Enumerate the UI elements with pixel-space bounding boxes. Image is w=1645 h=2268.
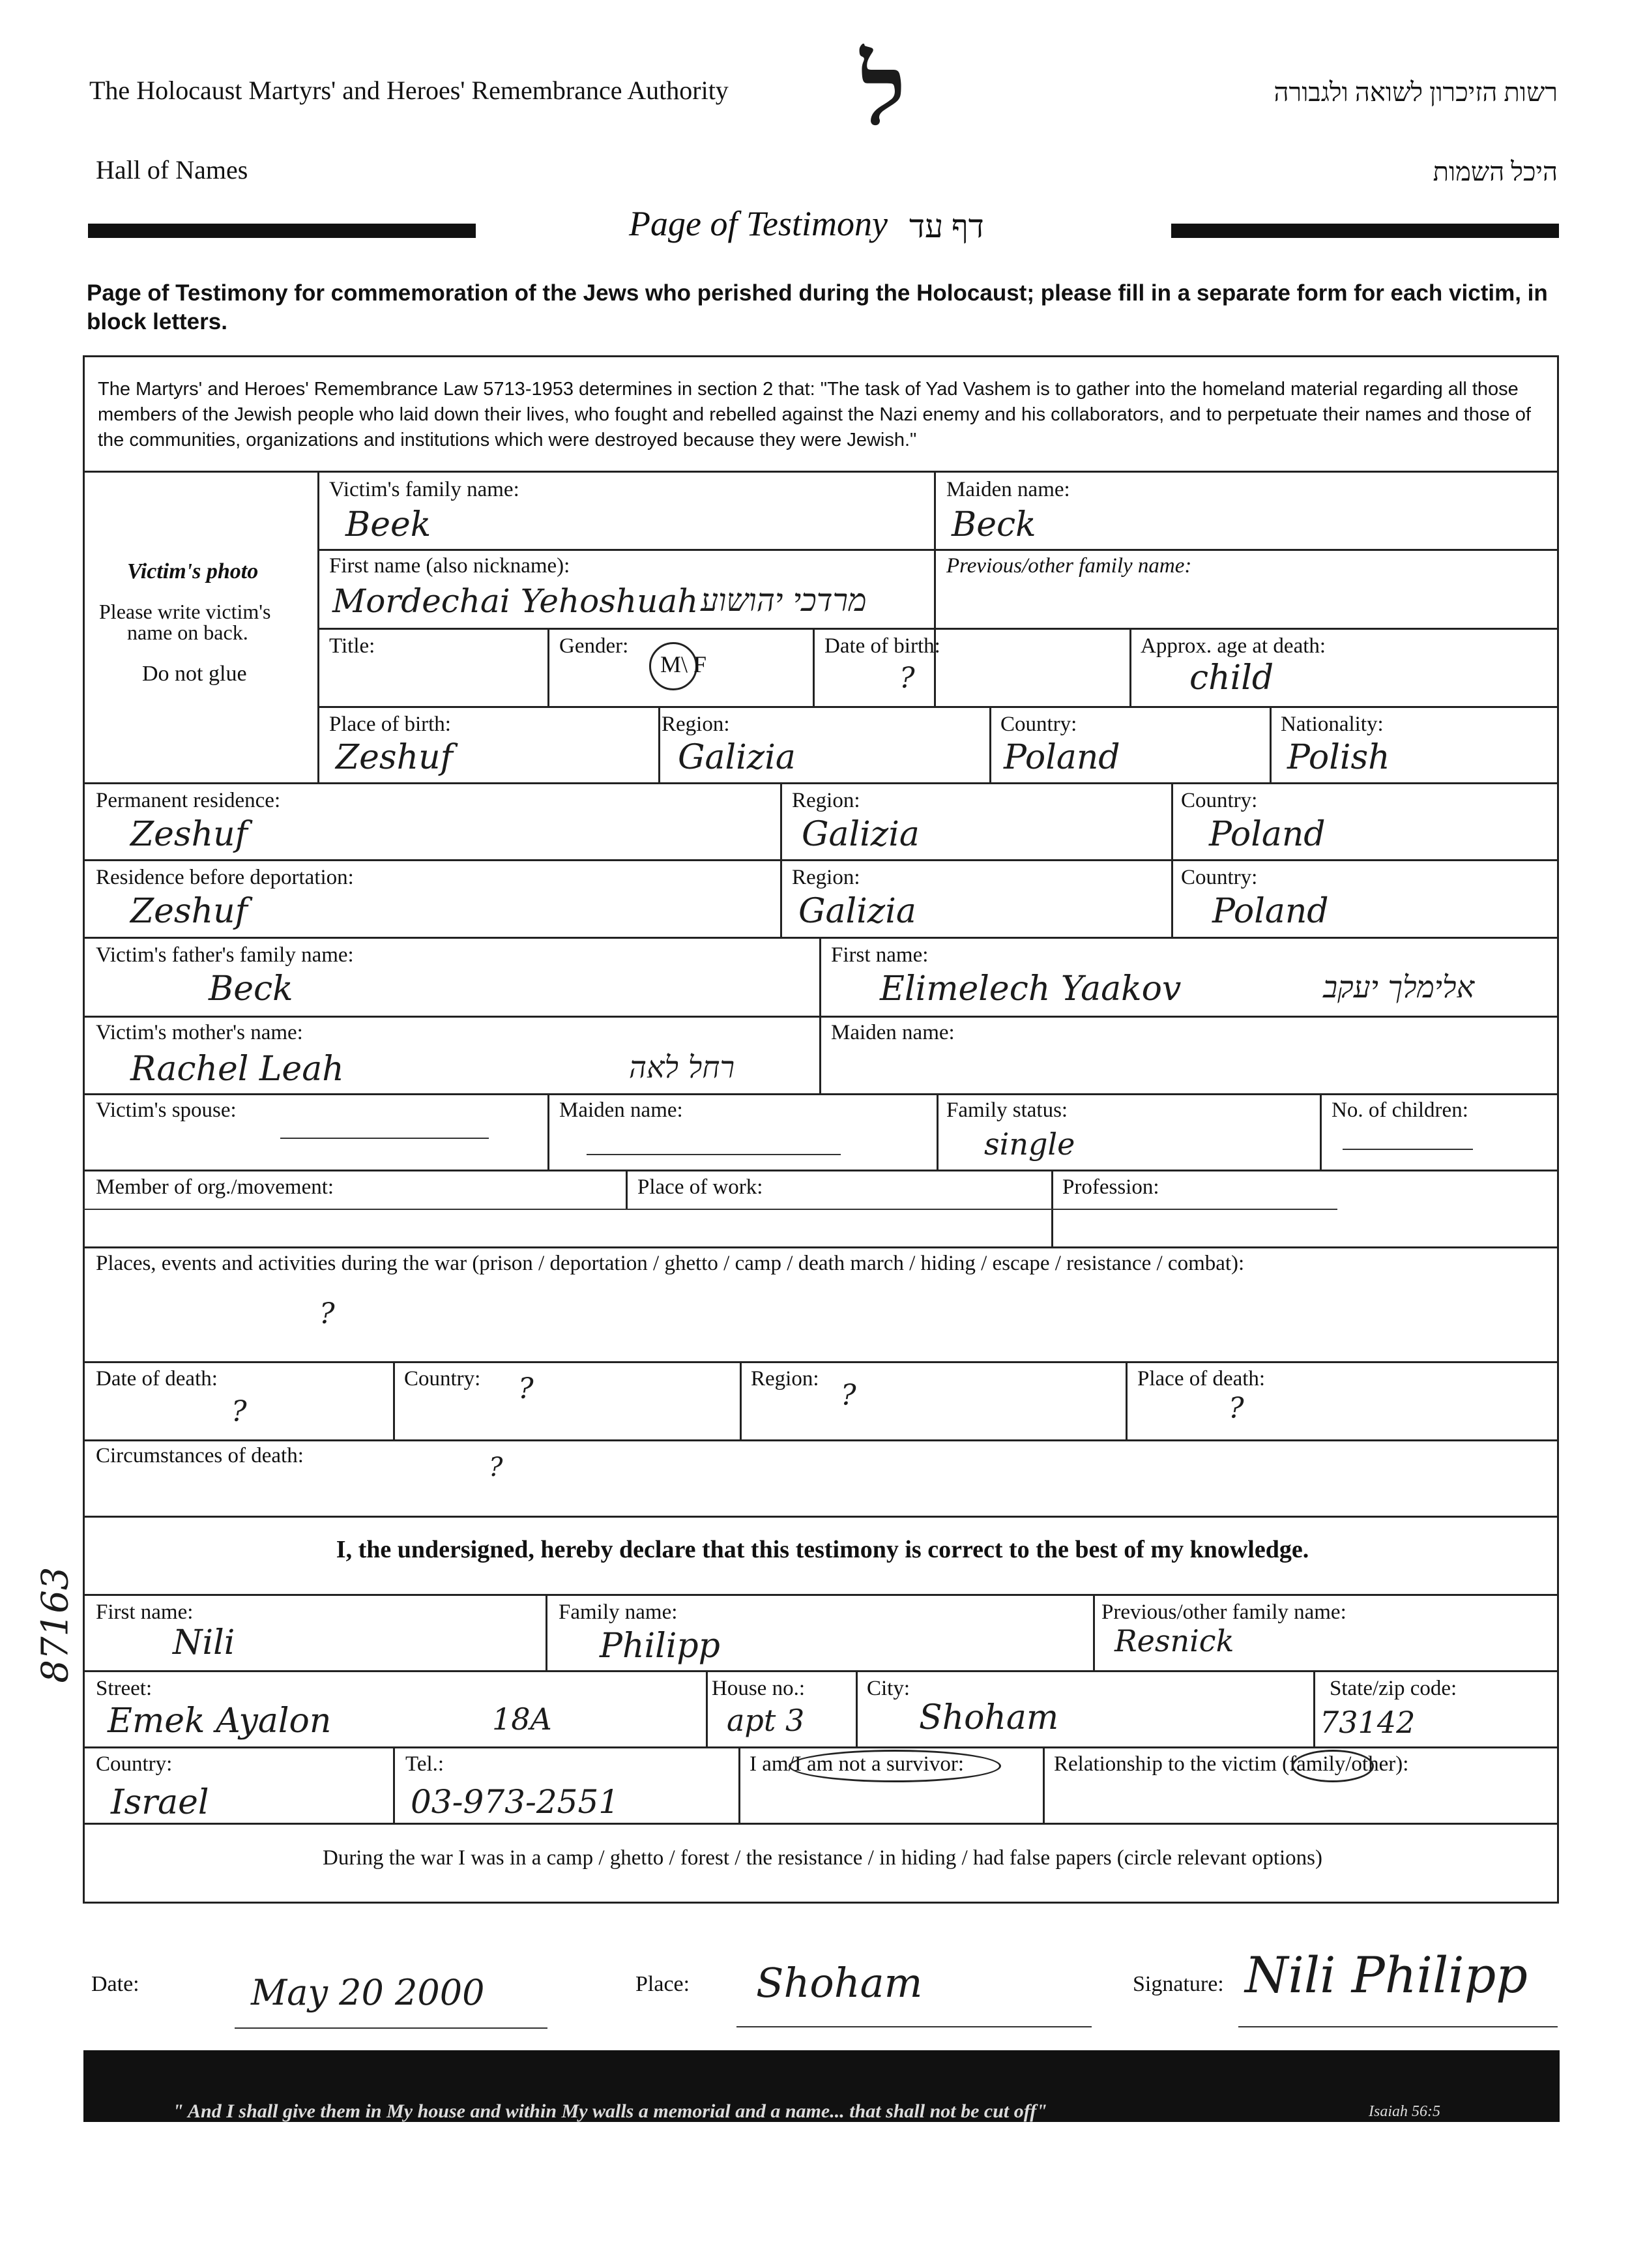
label-date-death: Date of death: [96, 1367, 218, 1391]
value-places-events[interactable]: ? [319, 1297, 335, 1331]
value-pob[interactable]: Zeshuf [336, 738, 453, 777]
label-pob: Place of birth: [329, 713, 451, 736]
label-mother-name: Victim's mother's name: [96, 1021, 303, 1044]
label-sub-prev: Previous/other family name: [1101, 1600, 1347, 1624]
label-country-death: Country: [404, 1367, 481, 1391]
divider [626, 1170, 628, 1209]
label-date: Date: [91, 1972, 139, 1996]
divider [317, 471, 319, 782]
value-mother-name-he[interactable]: רחל לאה [629, 1050, 735, 1085]
survivor-circle[interactable] [789, 1750, 1001, 1782]
photo-title: Victim's photo [127, 559, 259, 583]
label-relationship: Relationship to the victim (family/other): [1054, 1752, 1409, 1776]
divider [819, 937, 821, 1093]
value-family-status[interactable]: single [984, 1127, 1075, 1162]
org-underline [83, 1209, 1337, 1210]
divider [1129, 628, 1131, 706]
value-perm-country[interactable]: Poland [1209, 815, 1326, 854]
hall-of-names-he: היכל השמות [1433, 157, 1558, 186]
value-tel[interactable]: 03-973-2551 [411, 1783, 620, 1821]
label-mother-maiden: Maiden name: [831, 1021, 955, 1044]
value-street[interactable]: Emek Ayalon [108, 1701, 332, 1741]
header-bar-right [1171, 224, 1559, 238]
divider [706, 1670, 708, 1746]
value-mother-name[interactable]: Rachel Leah [130, 1050, 344, 1089]
divider [83, 1594, 1559, 1596]
during-war-options: During the war I was in a camp / ghetto / forest / the resistance / in hiding / had false papers (circle relevant options) [322, 1846, 1322, 1870]
label-sub-family: Family name: [559, 1600, 678, 1624]
divider [740, 1361, 742, 1439]
divider [83, 1246, 1559, 1248]
label-circumstances: Circumstances of death: [96, 1444, 304, 1467]
label-sub-first: First name: [96, 1600, 194, 1624]
divider [83, 1746, 1559, 1748]
value-sub-first[interactable]: Nili [173, 1623, 235, 1662]
divider [393, 1746, 395, 1823]
value-age[interactable]: child [1189, 658, 1274, 698]
divider [83, 1093, 1559, 1095]
value-date-death[interactable]: ? [231, 1395, 247, 1428]
label-age: Approx. age at death: [1141, 634, 1326, 658]
divider [856, 1670, 858, 1746]
label-prev-family: Previous/other family name: [946, 554, 1192, 578]
handwritten-mark: ל [860, 33, 907, 147]
photo-instr-1: Please write victim's [99, 600, 271, 623]
children-blank-line [1343, 1149, 1473, 1150]
value-perm-region[interactable]: Galizia [802, 815, 920, 854]
label-pob-region: Region: [662, 713, 730, 736]
authority-name-en: The Holocaust Martyrs' and Heroes' Remembrance Authority [89, 76, 729, 105]
value-circumstances[interactable]: ? [489, 1452, 503, 1482]
label-survivor: I am/I am not a survivor: [750, 1752, 965, 1776]
divider [989, 706, 991, 782]
divider [83, 1361, 1559, 1363]
label-perm-country: Country: [1181, 789, 1258, 812]
divider [1270, 706, 1272, 782]
value-dob[interactable]: ? [899, 662, 915, 695]
value-perm-res[interactable]: Zeshuf [130, 815, 248, 854]
side-number: 87163 [34, 1567, 77, 1683]
label-title: Title: [329, 634, 375, 658]
label-family-name: Victim's family name: [329, 478, 519, 501]
value-father-family[interactable]: Beck [209, 969, 293, 1009]
divider [83, 1670, 1559, 1672]
value-street-no[interactable]: 18A [492, 1701, 552, 1737]
photo-instr-3: Do not glue [142, 662, 247, 686]
value-family-name[interactable]: Beek [345, 505, 431, 544]
value-sub-prev[interactable]: Resnick [1114, 1623, 1234, 1658]
divider [317, 549, 1559, 551]
label-perm-region: Region: [792, 789, 860, 812]
photo-instr-2: name on back. [127, 621, 248, 644]
divider [317, 628, 1559, 630]
hall-of-names-en: Hall of Names [96, 155, 248, 184]
value-pob-country[interactable]: Poland [1004, 738, 1120, 777]
divider [1043, 1746, 1045, 1823]
divider [937, 1093, 939, 1170]
label-house-no: House no.: [712, 1677, 805, 1700]
label-pob-country: Country: [1000, 713, 1077, 736]
divider [934, 471, 936, 707]
page-title-he: דף עד [909, 208, 984, 244]
page-title: Page of Testimony [629, 204, 888, 243]
value-maiden-name[interactable]: Beck [952, 505, 1036, 544]
divider [547, 628, 549, 706]
value-signature[interactable]: Nili Philipp [1245, 1946, 1528, 2004]
value-place[interactable]: Shoham [756, 1959, 923, 2007]
label-region-death: Region: [751, 1367, 819, 1391]
divider [83, 782, 1559, 784]
value-country[interactable]: Israel [111, 1783, 209, 1822]
divider [547, 1093, 549, 1170]
value-region-death[interactable]: ? [841, 1379, 856, 1412]
label-state-zip: State/zip code: [1330, 1677, 1457, 1700]
label-spouse: Victim's spouse: [96, 1098, 237, 1122]
label-res-country: Country: [1181, 866, 1258, 889]
value-house-no[interactable]: apt 3 [727, 1703, 805, 1738]
label-children: No. of children: [1332, 1098, 1468, 1122]
divider [83, 1823, 1559, 1825]
value-date[interactable]: May 20 2000 [251, 1972, 485, 2013]
label-tel: Tel.: [405, 1752, 444, 1776]
divider [83, 471, 1559, 473]
label-nationality: Nationality: [1281, 713, 1384, 736]
label-family-status: Family status: [946, 1098, 1068, 1122]
label-father-first: First name: [831, 943, 929, 967]
label-places-events: Places, events and activities during the war (prison / deportation / ghetto / camp / death march / hiding / escape / resistance / combat): [96, 1252, 1245, 1275]
value-city[interactable]: Shoham [919, 1698, 1059, 1737]
value-pob-region[interactable]: Galizia [678, 738, 796, 777]
label-first-name: First name (also nickname): [329, 554, 570, 578]
footer-ref: Isaiah 56:5 [1369, 2103, 1440, 2120]
divider [393, 1361, 395, 1439]
label-place-death: Place of death: [1137, 1367, 1266, 1391]
header-bar-left [88, 224, 476, 238]
value-res-country[interactable]: Poland [1212, 892, 1329, 931]
label-place: Place: [635, 1972, 690, 1996]
value-place-death[interactable]: ? [1229, 1392, 1244, 1425]
intro-text: Page of Testimony for commemoration of the Jews who perished during the Holocaust; please fill in a separate form for each victim, in block letters. [87, 280, 1548, 334]
label-father-family: Victim's father's family name: [96, 943, 354, 967]
label-street: Street: [96, 1677, 153, 1700]
label-profession: Profession: [1062, 1175, 1159, 1199]
divider [1313, 1670, 1315, 1746]
divider [546, 1594, 547, 1670]
spouse-maiden-blank-line [587, 1154, 841, 1155]
divider [83, 1516, 1559, 1518]
divider [1093, 1594, 1095, 1670]
divider [658, 706, 660, 782]
label-city: City: [867, 1677, 910, 1700]
divider [317, 706, 1559, 708]
value-res-region[interactable]: Galizia [798, 892, 916, 931]
divider [83, 1170, 1559, 1171]
divider [83, 1439, 1559, 1441]
divider [1320, 1093, 1322, 1170]
label-place-work: Place of work: [637, 1175, 763, 1199]
label-perm-res: Permanent residence: [96, 789, 281, 812]
declaration: I, the undersigned, hereby declare that this testimony is correct to the best of my knowledge. [336, 1536, 1309, 1563]
signature-underline [1238, 2026, 1558, 2027]
divider [83, 1016, 1559, 1018]
value-res-before[interactable]: Zeshuf [130, 892, 248, 931]
authority-name-he: רשות הזיכרון לשואה ולגבורה [1274, 78, 1558, 107]
value-father-first-he[interactable]: אלימלך יעקב [1323, 969, 1475, 1005]
gender-options: M\ F [660, 651, 707, 677]
label-member-org: Member of org./movement: [96, 1175, 334, 1199]
relationship-circle[interactable] [1292, 1750, 1374, 1782]
label-res-region: Region: [792, 866, 860, 889]
divider [813, 628, 815, 706]
value-nationality[interactable]: Polish [1287, 738, 1390, 777]
label-res-before: Residence before deportation: [96, 866, 354, 889]
value-father-first[interactable]: Elimelech Yaakov [880, 969, 1182, 1009]
value-sub-family[interactable]: Philipp [600, 1627, 720, 1666]
value-zip[interactable]: 73142 [1320, 1705, 1416, 1740]
date-underline [235, 2027, 547, 2029]
spouse-blank-line [280, 1138, 489, 1139]
place-underline [736, 2026, 1092, 2027]
label-signature: Signature: [1133, 1972, 1224, 1996]
divider [738, 1746, 740, 1823]
label-dob: Date of birth: [824, 634, 940, 658]
divider [83, 859, 1559, 861]
label-spouse-maiden: Maiden name: [559, 1098, 683, 1122]
label-gender: Gender: [559, 634, 629, 658]
law-text: The Martyrs' and Heroes' Remembrance Law 5713-1953 determines in section 2 that: "The task of Yad Vashem is to gather into the homeland material regarding all those members of the Jewish people who laid down their lives, who fought and rebelled against the Nazi enemy and his collaborators, and to perpetuate their names and those of the communities, organizations and institutions which were destroyed because they were Jewish." [98, 379, 1531, 450]
value-first-name-he[interactable]: מרדכי יהושוע [701, 582, 867, 619]
value-country-death[interactable]: ? [518, 1372, 534, 1406]
divider [1126, 1361, 1128, 1439]
label-country: Country: [96, 1752, 173, 1776]
value-first-name[interactable]: Mordechai Yehoshuah [332, 582, 699, 620]
label-maiden-name: Maiden name: [946, 478, 1070, 501]
footer-quote: " And I shall give them in My house and within My walls a memorial and a name... that shall not be cut off" [173, 2100, 1047, 2122]
